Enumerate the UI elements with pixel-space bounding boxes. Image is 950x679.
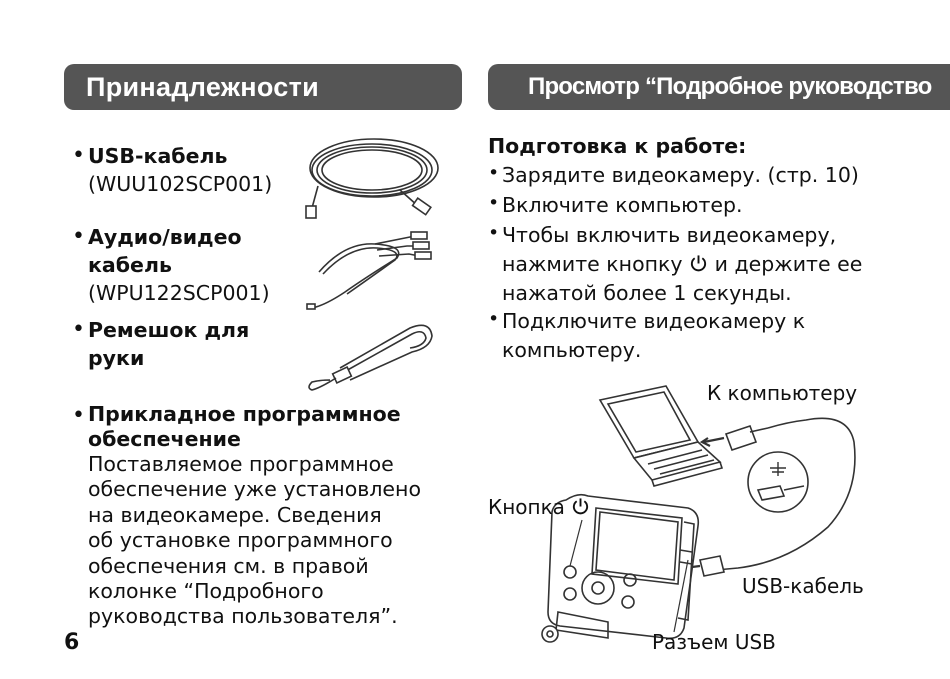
guide-title: Просмотр “Подробное руководство	[528, 73, 932, 100]
step-charge	[488, 161, 859, 190]
description-line: колонке “Подробного	[88, 579, 324, 604]
description-line: на видеокамере. Сведения	[88, 502, 382, 527]
usb-detail-magnifier	[748, 452, 808, 512]
accessory-name: Ремешок для	[88, 318, 250, 342]
accessory-name-cont: обеспечение	[88, 427, 241, 451]
hand-strap-image	[300, 318, 440, 398]
accessory-usb-cable	[72, 142, 272, 198]
bullet: •	[72, 224, 85, 249]
step-text-line3: нажатой более 1 секунды.	[502, 281, 792, 305]
step-turn-on-pc	[488, 191, 743, 220]
av-cable-image	[305, 222, 445, 310]
step-text-line2: компьютеру.	[502, 338, 642, 362]
accessories-title: Принадлежности	[86, 71, 320, 102]
usb-cable-label: USB-кабель	[742, 574, 864, 598]
software-description	[72, 452, 452, 630]
bullet: •	[72, 317, 85, 342]
step-text: Чтобы включить видеокамеру,	[502, 223, 837, 247]
bullet: •	[488, 192, 500, 214]
step-text: Подключите видеокамеру к	[502, 309, 806, 333]
laptop-image	[600, 386, 722, 486]
accessory-name: USB-кабель	[88, 144, 228, 168]
usb-plug-pc	[702, 426, 768, 450]
to-computer-label: К компьютеру	[707, 381, 858, 405]
description-line: об установке программного	[88, 528, 393, 553]
bullet: •	[488, 222, 500, 244]
description-line: Поставляемое программное	[88, 452, 394, 476]
bullet: •	[488, 162, 500, 184]
accessory-name-cont: кабель	[88, 253, 172, 277]
usb-port-label: Разъем USB	[652, 630, 776, 654]
step-text: Включите компьютер.	[502, 193, 743, 217]
guide-banner	[488, 64, 950, 110]
accessories-banner	[64, 64, 462, 110]
accessory-name: Аудио/видео	[88, 225, 242, 249]
description-line: обеспечение уже установлено	[88, 477, 421, 502]
power-button-label-text: Кнопка	[488, 495, 565, 519]
step-text-line2	[488, 250, 908, 279]
power-button-label	[488, 495, 590, 519]
step-text: Зарядите видеокамеру. (стр. 10)	[502, 163, 859, 187]
usb-cable-image	[300, 128, 445, 220]
power-icon	[571, 497, 590, 516]
power-icon	[689, 254, 708, 273]
accessory-hand-strap	[72, 316, 249, 372]
description-line: обеспечения см. в правой	[88, 553, 369, 578]
accessory-model: (WPU122SCP001)	[88, 281, 270, 305]
connection-diagram	[488, 372, 950, 672]
step-power-on	[488, 221, 908, 308]
bullet: •	[72, 403, 85, 428]
preparation-title: Подготовка к работе:	[488, 134, 747, 158]
accessory-name-cont: руки	[88, 346, 145, 370]
accessory-name: Прикладное программное	[88, 402, 401, 426]
bullet: •	[72, 143, 85, 168]
accessory-model: (WUU102SCP001)	[88, 172, 273, 196]
step-connect	[488, 307, 908, 365]
step-text-pre: нажмите кнопку	[502, 252, 683, 276]
description-line: руководства пользователя”.	[88, 604, 398, 629]
step-text-post: и держите ее	[714, 252, 863, 276]
page-number: 6	[64, 630, 80, 655]
accessory-software	[72, 402, 452, 630]
accessory-av-cable	[72, 223, 270, 307]
bullet: •	[488, 308, 500, 330]
